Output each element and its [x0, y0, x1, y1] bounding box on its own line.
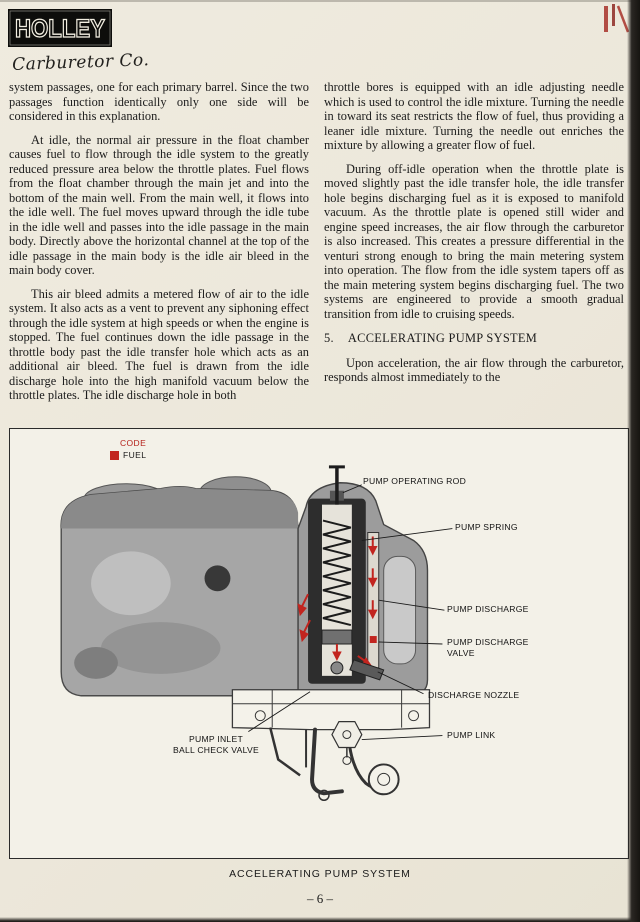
column-right: [324, 80, 624, 426]
logo-script: Carburetor Co.: [11, 50, 150, 75]
page-footer: [0, 891, 640, 907]
label-pump-operating-rod: PUMP OPERATING ROD: [363, 476, 467, 486]
scan-edge-bottom: [0, 917, 640, 922]
section-title: ACCELERATING PUMP SYSTEM: [347, 331, 538, 345]
article-body: [0, 74, 640, 426]
legend-fuel-label: FUEL: [123, 450, 147, 460]
page-header: [0, 0, 640, 74]
paragraph: throttle bores is equipped with an idle adjusting needle which is used to control the idle mixture. Turning the needle in toward its seat restricts the flow of fuel, thus providing a leaner idle mixture. Turning the needle out enriches the mixture by allowing a greater flow of fuel.: [324, 80, 624, 152]
paragraph: At idle, the normal air pressure in the float chamber causes fuel to flow through the idle system to the greatly reduced pressure area below the throttle plates. Fuel flows from the float chamber through the main jet and into the bottom of the main well. From the main well, it flows into the idle well. The fuel moves upward through the idle tube in the idle well and passes into the idle passage in the main body. Directly above the horizontal channel at the top of the idle passage in the main body is the idle air bleed in the main body cover.: [9, 132, 309, 277]
paragraph: This air bleed admits a metered flow of air to the idle system. It also acts as a vent to prevent any siphoning effect through the idle system at high speeds or when the engine is stopped. The fuel continues down the idle passage in the throttle body past the idle transfer hole which acts as an additional air bleed. The fuel is drawn from the idle discharge hole into the high manifold vacuum below the throttle plates. The idle discharge hole in both: [9, 286, 309, 402]
label-pump-inlet-ball-check-valve: PUMP INLET BALL CHECK VALVE: [173, 734, 259, 755]
legend-code-label: CODE: [120, 438, 147, 448]
figure-legend: [110, 438, 146, 460]
holley-logo-mark: [8, 9, 112, 47]
holley-logo-text: HOLLEY: [15, 15, 106, 43]
scan-edge-right: [627, 0, 640, 922]
figure-caption: ACCELERATING PUMP SYSTEM: [229, 868, 411, 880]
label-pump-spring: PUMP SPRING: [455, 522, 518, 532]
fuel-color-swatch: [110, 451, 119, 460]
column-left: [9, 80, 309, 426]
carburetor-cross-section: [10, 429, 628, 858]
page-number: – 6 –: [307, 891, 333, 906]
holley-logo: [8, 9, 112, 47]
figure-frame: [9, 428, 629, 859]
label-discharge-nozzle: DISCHARGE NOZZLE: [428, 690, 520, 700]
label-pump-discharge: PUMP DISCHARGE: [447, 604, 529, 614]
paragraph: Upon acceleration, the air flow through the carburetor, responds almost immediately to the: [324, 355, 624, 384]
section-heading: [324, 331, 624, 346]
label-pump-link: PUMP LINK: [447, 730, 496, 740]
paragraph: system passages, one for each primary barrel. Since the two passages function identically only one side will be considered in this explanation.: [9, 80, 309, 123]
figure-accelerating-pump: [0, 428, 640, 880]
label-pump-discharge-valve: PUMP DISCHARGE VALVE: [447, 637, 529, 658]
scan-edge-top: [0, 0, 640, 2]
section-number: 5.: [324, 331, 334, 345]
paragraph: During off-idle operation when the throttle plate is moved slightly past the idle transfer hole, the idle transfer hole begins discharging fuel as it is exposed to manifold vacuum. As the throttle plate is opened still wider and engine speed increases, the air flow through the carburetor is also increased. This creates a pressure differential in the venturi strong enough to bring the main metering system into operation. The flow from the idle system tapers off as the main metering system begins discharging fuel. The two systems are engineered to provide a smooth gradual transition from idle to cruising speeds.: [324, 161, 624, 321]
